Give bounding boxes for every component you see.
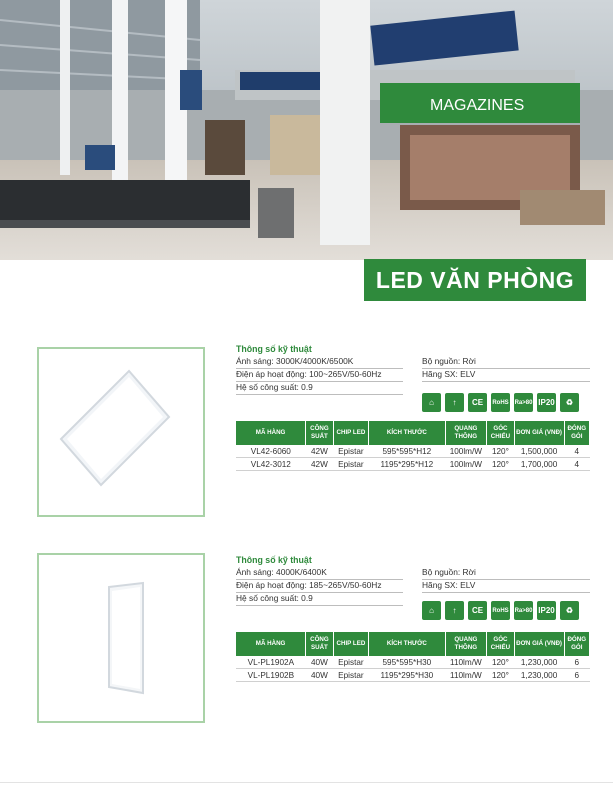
ip20-icon: IP20: [537, 393, 556, 412]
cell-chip: Epistar: [333, 445, 369, 458]
spec-block: [236, 344, 590, 394]
cell-code: VL42-6060: [236, 445, 306, 458]
col-header: CÔNG SUẤT: [306, 421, 333, 445]
spec-driver: Bộ nguồn: Rời: [422, 567, 590, 580]
col-header: ĐÓNG GÓI: [564, 632, 590, 656]
ra-icon: Ra>80: [514, 601, 533, 620]
home-icon: ⌂: [422, 601, 441, 620]
cell-price: 1,230,000: [514, 656, 564, 669]
spec-manufacturer: Hãng SX: ELV: [422, 580, 590, 593]
spec-voltage: Điện áp hoạt động: 100~265V/50-60Hz: [236, 369, 403, 382]
rohs-icon: RoHS: [491, 601, 510, 620]
table-row: [236, 669, 590, 682]
col-header: KÍCH THƯỚC: [369, 421, 445, 445]
spec-driver: Bộ nguồn: Rời: [422, 356, 590, 369]
spec-block: [236, 555, 590, 605]
cell-angle: 120°: [487, 656, 514, 669]
col-header: ĐÓNG GÓI: [564, 421, 590, 445]
table-row: [236, 458, 590, 471]
col-header: MÃ HÀNG: [236, 421, 306, 445]
cell-size: 1195*295*H12: [369, 458, 445, 471]
cell-price: 1,500,000: [514, 445, 564, 458]
spec-light: Ánh sáng: 4000K/6400K: [236, 567, 403, 580]
cell-price: 1,230,000: [514, 669, 564, 682]
cell-power: 42W: [306, 445, 333, 458]
rohs-icon: RoHS: [491, 393, 510, 412]
airport-terminal-illustration: [0, 0, 613, 280]
product-table: [236, 632, 590, 682]
cell-power: 42W: [306, 458, 333, 471]
spec-manufacturer: Hãng SX: ELV: [422, 369, 590, 382]
cell-size: 595*595*H30: [369, 656, 445, 669]
ip20-icon: IP20: [537, 601, 556, 620]
cell-power: 40W: [306, 656, 333, 669]
home-icon: ⌂: [422, 393, 441, 412]
table-row: [236, 656, 590, 669]
col-header: CÔNG SUẤT: [306, 632, 333, 656]
col-header: ĐƠN GIÁ (VNĐ): [514, 632, 564, 656]
cert-icons: [422, 601, 579, 620]
spec-voltage: Điện áp hoạt động: 185~265V/50-60Hz: [236, 580, 403, 593]
table-row: [236, 445, 590, 458]
cell-angle: 120°: [487, 458, 514, 471]
cell-lumen: 100lm/W: [445, 458, 487, 471]
col-header: QUANG THÔNG: [445, 632, 487, 656]
footer-divider: [0, 782, 613, 783]
col-header: CHIP LED: [333, 632, 369, 656]
cell-pack: 6: [564, 656, 590, 669]
ce-icon: CE: [468, 393, 487, 412]
recycle-icon: ♻: [560, 393, 579, 412]
cell-angle: 120°: [487, 669, 514, 682]
cell-power: 40W: [306, 669, 333, 682]
cell-code: VL42-3012: [236, 458, 306, 471]
spec-power-factor: Hệ số công suất: 0.9: [236, 593, 403, 606]
cell-code: VL-PL1902B: [236, 669, 306, 682]
cell-chip: Epistar: [333, 656, 369, 669]
cell-lumen: 110lm/W: [445, 669, 487, 682]
cell-chip: Epistar: [333, 458, 369, 471]
store-sign: MAGAZINES: [430, 97, 525, 114]
col-header: QUANG THÔNG: [445, 421, 487, 445]
ce-icon: CE: [468, 601, 487, 620]
spec-light: Ánh sáng: 3000K/4000K/6500K: [236, 356, 403, 369]
cell-lumen: 100lm/W: [445, 445, 487, 458]
cell-pack: 4: [564, 445, 590, 458]
arrow-up-icon: ↑: [445, 393, 464, 412]
col-header: KÍCH THƯỚC: [369, 632, 445, 656]
cell-price: 1,700,000: [514, 458, 564, 471]
col-header: GÓC CHIẾU: [487, 632, 514, 656]
page-title: LED VĂN PHÒNG: [364, 259, 586, 301]
cell-pack: 6: [564, 669, 590, 682]
cell-lumen: 110lm/W: [445, 656, 487, 669]
arrow-up-icon: ↑: [445, 601, 464, 620]
led-panel-image: [39, 555, 203, 721]
col-header: ĐƠN GIÁ (VNĐ): [514, 421, 564, 445]
col-header: MÃ HÀNG: [236, 632, 306, 656]
spec-title: Thông số kỹ thuật: [236, 344, 312, 354]
spec-title: Thông số kỹ thuật: [236, 555, 312, 565]
cell-size: 595*595*H12: [369, 445, 445, 458]
product-image-frame: [37, 553, 205, 723]
hero-photo: [0, 0, 613, 280]
cell-pack: 4: [564, 458, 590, 471]
product-image-frame: [37, 347, 205, 517]
cell-angle: 120°: [487, 445, 514, 458]
cell-code: VL-PL1902A: [236, 656, 306, 669]
product-table: [236, 421, 590, 471]
spec-power-factor: Hệ số công suất: 0.9: [236, 382, 403, 395]
led-panel-image: [39, 349, 203, 515]
ra-icon: Ra>80: [514, 393, 533, 412]
cell-chip: Epistar: [333, 669, 369, 682]
cell-size: 1195*295*H30: [369, 669, 445, 682]
recycle-icon: ♻: [560, 601, 579, 620]
col-header: GÓC CHIẾU: [487, 421, 514, 445]
col-header: CHIP LED: [333, 421, 369, 445]
cert-icons: [422, 393, 579, 412]
